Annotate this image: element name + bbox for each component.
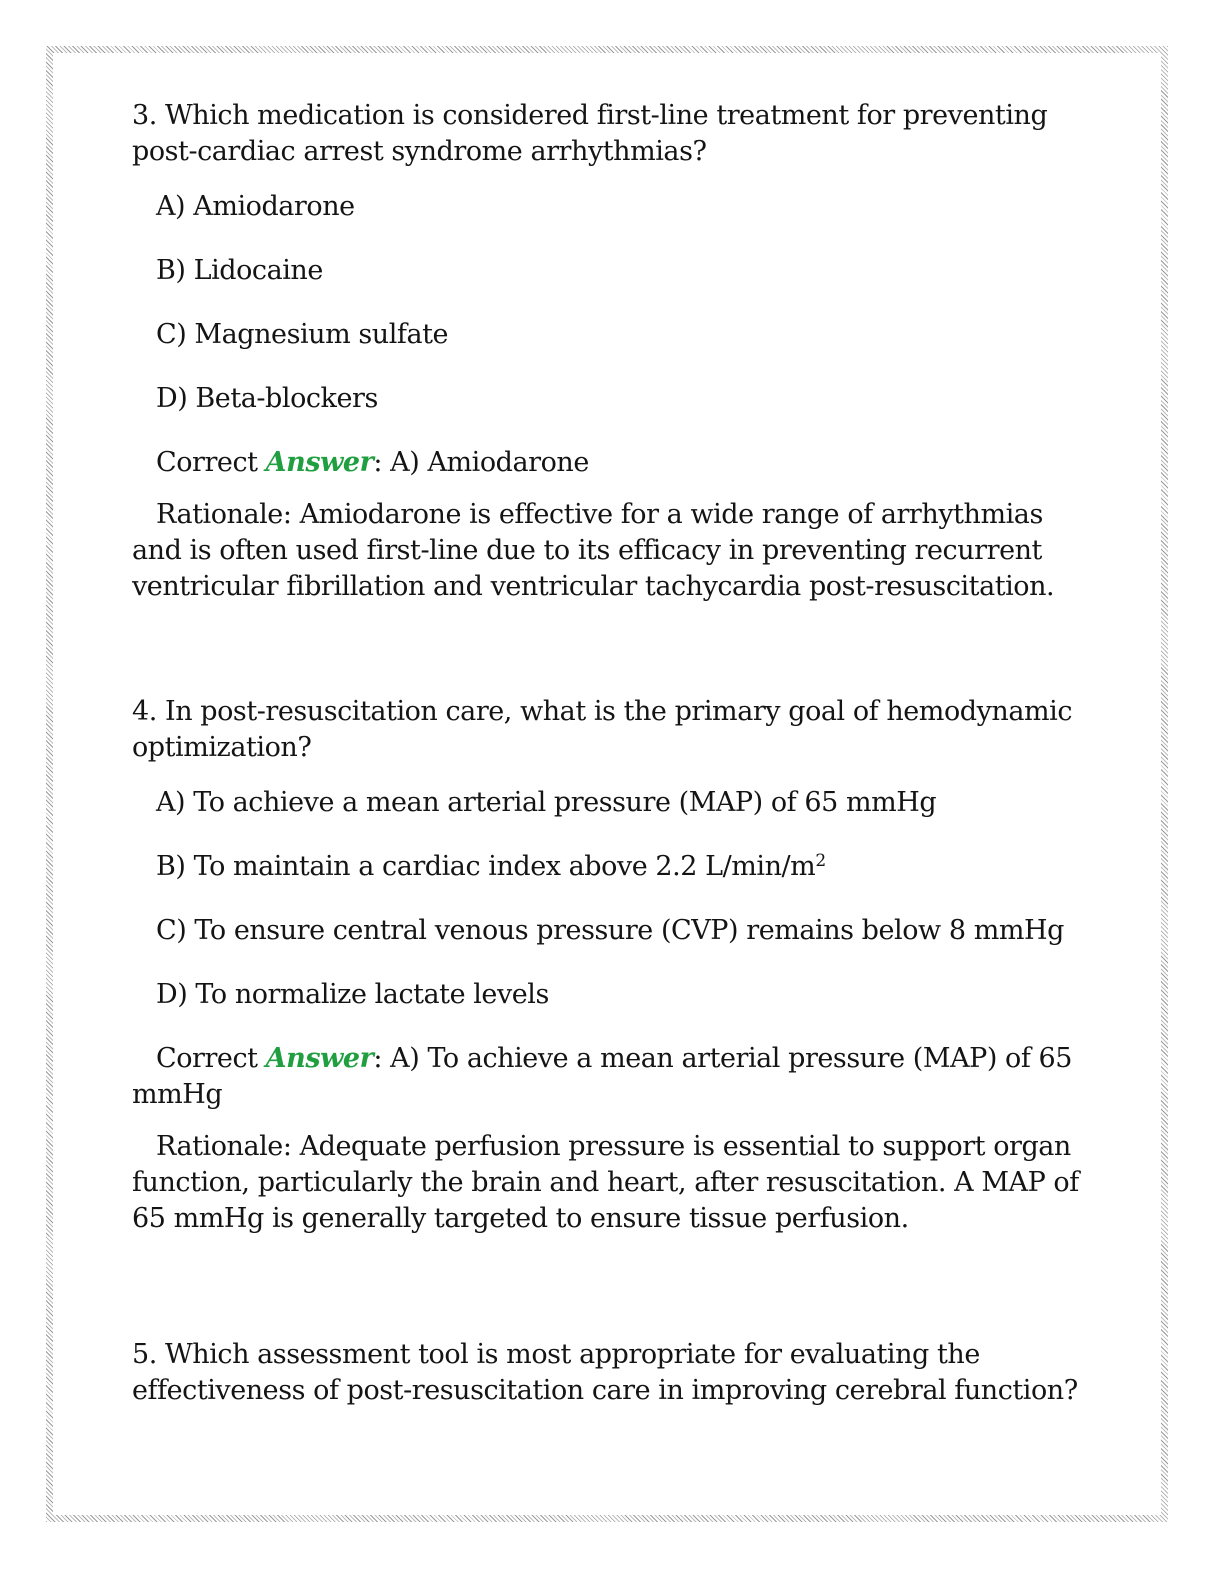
section-spacer [132,1237,1092,1337]
question-text: 4. In post-resuscitation care, what is the primary goal of hemodynamic optimization? [132,696,1072,763]
option-b-text: B) To maintain a cardiac index above 2.2 L/min/m [156,851,816,882]
question-5 [132,1337,1092,1409]
correct-label: Correct [156,1043,266,1074]
correct-label: Correct [156,447,266,478]
option-b: B) Lidocaine [156,255,323,286]
correct-answer-line [132,1041,1092,1113]
document-body [132,98,1092,1428]
question-3 [132,98,1092,605]
rationale: Rationale: Adequate perfusion pressure is essential to support organ function, particularly the brain and heart, after resuscitation. A MAP of 65 mmHg is generally targeted to ensure tissue perfusion. [132,1131,1079,1234]
answer-keyword: Answer [265,447,374,478]
section-spacer [132,605,1092,694]
option-b [156,849,1092,885]
option-d: D) Beta-blockers [156,383,378,414]
question-text: 3. Which medication is considered first-line treatment for preventing post-cardiac arrest syndrome arrhythmias? [132,100,1048,167]
answer-keyword: Answer [265,1043,374,1074]
correct-answer-text: : A) Amiodarone [373,447,589,478]
question-text: 5. Which assessment tool is most appropriate for evaluating the effectiveness of post-resuscitation care in improving cerebral function? [132,1339,1078,1406]
option-c: C) Magnesium sulfate [156,319,449,350]
option-d: D) To normalize lactate levels [156,979,549,1010]
question-4 [132,694,1092,1237]
rationale: Rationale: Amiodarone is effective for a wide range of arrhythmias and is often used first-line due to its efficacy in preventing recurrent ventricular fibrillation and ventricular tachycardia post-resuscitation. [132,499,1055,602]
correct-answer-line [132,445,1092,481]
option-a: A) To achieve a mean arterial pressure (MAP) of 65 mmHg [156,787,937,818]
superscript-squared: 2 [815,851,826,871]
correct-answer-text: : A) To achieve a mean arterial pressure (MAP) of 65 mmHg [132,1043,1072,1110]
option-a: A) Amiodarone [156,191,355,222]
option-c: C) To ensure central venous pressure (CVP) remains below 8 mmHg [156,915,1064,946]
